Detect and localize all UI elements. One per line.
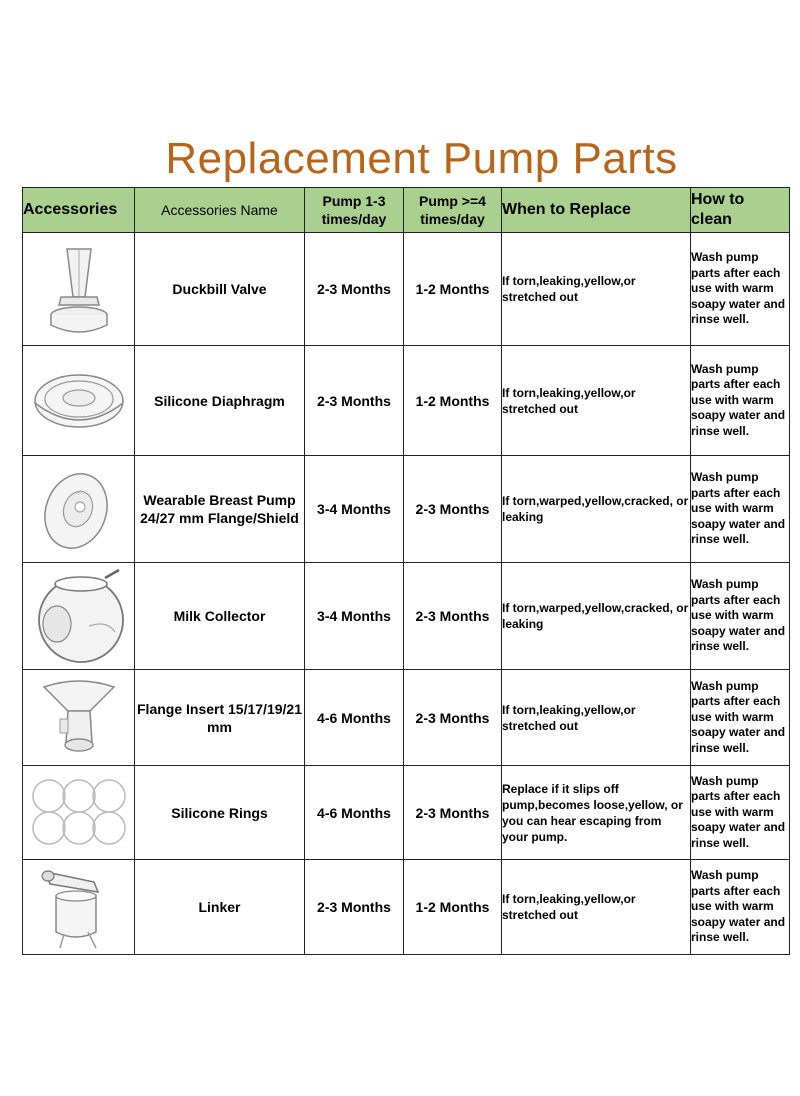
pump-low-interval: 4-6 Months [305, 766, 404, 860]
when-to-replace: If torn,leaking,yellow,or stretched out [502, 233, 691, 346]
header-pump-high: Pump >=4 times/day [404, 188, 502, 233]
accessory-image-cell [23, 233, 135, 346]
pump-low-interval: 2-3 Months [305, 860, 404, 955]
accessory-image-cell [23, 766, 135, 860]
accessory-name: Linker [135, 860, 305, 955]
table-row [23, 233, 790, 346]
page-title: Replacement Pump Parts [165, 134, 678, 183]
pump-low-interval: 3-4 Months [305, 563, 404, 670]
table-row [23, 766, 790, 860]
pump-high-interval: 2-3 Months [404, 766, 502, 860]
header-pump-low: Pump 1-3 times/day [305, 188, 404, 233]
table-row [23, 860, 790, 955]
accessory-name: Wearable Breast Pump 24/27 mm Flange/Shield [135, 456, 305, 563]
header-how-to-clean: How to clean [691, 188, 790, 233]
when-to-replace: If torn,leaking,yellow,or stretched out [502, 860, 691, 955]
how-to-clean: Wash pump parts after each use with warm soapy water and rinse well. [691, 563, 790, 670]
header-accessories: Accessories [23, 188, 135, 233]
when-to-replace: If torn,warped,yellow,cracked, or leaking [502, 456, 691, 563]
duckbill-valve-icon [39, 239, 119, 339]
accessory-name: Milk Collector [135, 563, 305, 670]
accessory-image-cell [23, 563, 135, 670]
how-to-clean: Wash pump parts after each use with warm soapy water and rinse well. [691, 346, 790, 456]
milk-collector-icon [27, 566, 131, 666]
pump-high-interval: 1-2 Months [404, 233, 502, 346]
header-when-to-replace: When to Replace [502, 188, 691, 233]
when-to-replace: If torn,leaking,yellow,or stretched out [502, 670, 691, 766]
accessory-image-cell [23, 670, 135, 766]
table-row [23, 456, 790, 563]
table-row [23, 563, 790, 670]
when-to-replace: If torn,warped,yellow,cracked, or leaking [502, 563, 691, 670]
accessory-name: Duckbill Valve [135, 233, 305, 346]
linker-icon [34, 862, 124, 952]
pump-low-interval: 2-3 Months [305, 346, 404, 456]
accessory-image-cell [23, 456, 135, 563]
table-header-row [23, 188, 790, 233]
pump-high-interval: 2-3 Months [404, 563, 502, 670]
how-to-clean: Wash pump parts after each use with warm soapy water and rinse well. [691, 670, 790, 766]
silicone-diaphragm-icon [29, 361, 129, 441]
accessory-name: Flange Insert 15/17/19/21 mm [135, 670, 305, 766]
flange-insert-icon [34, 673, 124, 763]
silicone-rings-icon [25, 772, 133, 854]
how-to-clean: Wash pump parts after each use with warm soapy water and rinse well. [691, 766, 790, 860]
how-to-clean: Wash pump parts after each use with warm soapy water and rinse well. [691, 233, 790, 346]
accessory-name: Silicone Diaphragm [135, 346, 305, 456]
replacement-parts-table [22, 187, 790, 955]
pump-low-interval: 3-4 Months [305, 456, 404, 563]
flange-shield-icon [34, 461, 124, 557]
pump-high-interval: 1-2 Months [404, 346, 502, 456]
accessory-image-cell [23, 860, 135, 955]
accessory-image-cell [23, 346, 135, 456]
when-to-replace: If torn,leaking,yellow,or stretched out [502, 346, 691, 456]
how-to-clean: Wash pump parts after each use with warm soapy water and rinse well. [691, 860, 790, 955]
how-to-clean: Wash pump parts after each use with warm soapy water and rinse well. [691, 456, 790, 563]
accessory-name: Silicone Rings [135, 766, 305, 860]
header-accessories-name: Accessories Name [135, 188, 305, 233]
pump-low-interval: 4-6 Months [305, 670, 404, 766]
when-to-replace: Replace if it slips off pump,becomes loose,yellow, or you can hear escaping from your pump. [502, 766, 691, 860]
pump-high-interval: 2-3 Months [404, 456, 502, 563]
pump-low-interval: 2-3 Months [305, 233, 404, 346]
table-row [23, 346, 790, 456]
pump-high-interval: 1-2 Months [404, 860, 502, 955]
table-row [23, 670, 790, 766]
pump-high-interval: 2-3 Months [404, 670, 502, 766]
